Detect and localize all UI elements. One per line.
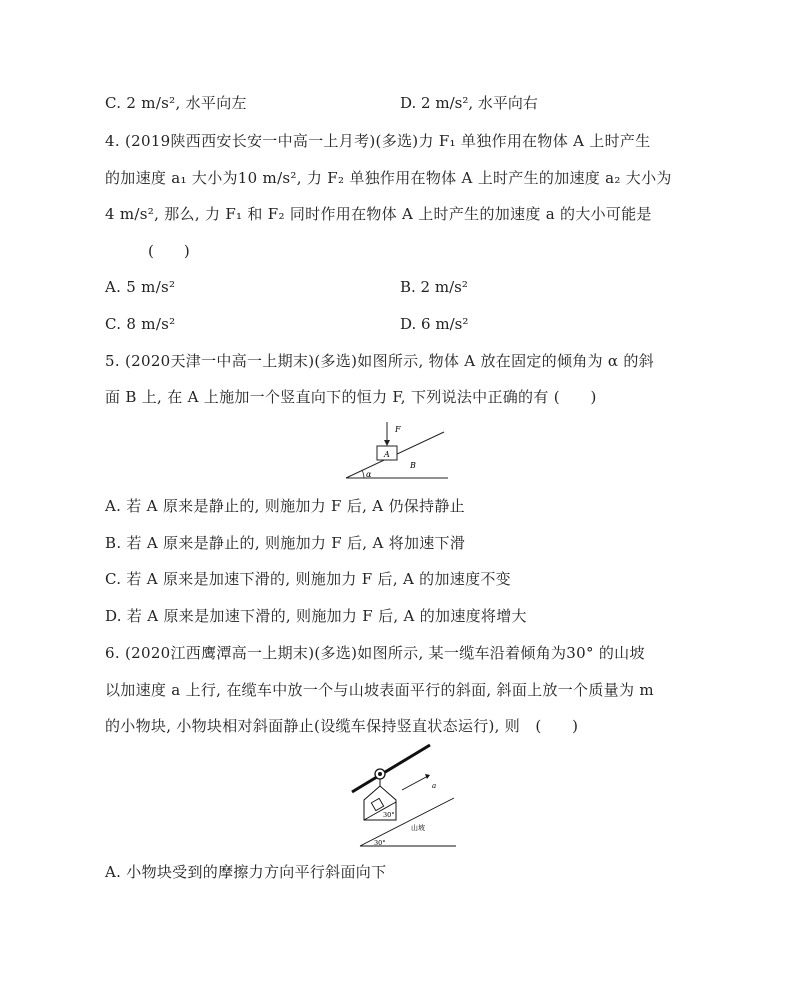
q5-stem-line1: 5. (2020天津一中高一上期末)(多选)如图所示, 物体 A 放在固定的倾角为 α 的斜 — [105, 352, 655, 370]
q6-label-inner-angle: 30° — [383, 811, 395, 819]
q4-option-b: B. 2 m/s² — [400, 278, 468, 296]
q5-option-d: D. 若 A 原来是加速下滑的, 则施加力 F 后, A 的加速度将增大 — [105, 607, 527, 625]
q5-label-a: A — [384, 450, 390, 459]
q3-option-c: C. 2 m/s², 水平向左 — [105, 94, 247, 112]
q6-cablecar-figure — [344, 742, 464, 850]
q6-stem-line1: 6. (2020江西鹰潭高一上期末)(多选)如图所示, 某一缆车沿着倾角为30° 的山坡 — [105, 644, 645, 662]
q5-stem-line2: 面 B 上, 在 A 上施加一个竖直向下的恒力 F, 下列说法中正确的有 ( ) — [105, 388, 597, 406]
q6-stem-line2: 以加速度 a 上行, 在缆车中放一个与山坡表面平行的斜面, 斜面上放一个质量为 m — [105, 681, 654, 699]
q4-stem-line1: 4. (2019陕西西安长安一中高一上月考)(多选)力 F₁ 单独作用在物体 A 上时产生 — [105, 132, 651, 150]
q5-option-b: B. 若 A 原来是静止的, 则施加力 F 后, A 将加速下滑 — [105, 534, 466, 552]
q3-option-d: D. 2 m/s², 水平向右 — [400, 94, 538, 112]
q6-option-a: A. 小物块受到的摩擦力方向平行斜面向下 — [105, 863, 387, 881]
q4-option-a: A. 5 m/s² — [105, 278, 176, 296]
q4-stem-line3: 4 m/s², 那么, 力 F₁ 和 F₂ 同时作用在物体 A 上时产生的加速度 a 的大小可能是 — [105, 205, 652, 223]
q5-option-a: A. 若 A 原来是静止的, 则施加力 F 后, A 仍保持静止 — [105, 497, 465, 515]
q5-label-f: F — [395, 425, 401, 434]
q4-answer-blank: ( ) — [148, 242, 190, 260]
q4-stem-line2: 的加速度 a₁ 大小为10 m/s², 力 F₂ 单独作用在物体 A 上时产生的加速度 a₂ 大小为 — [105, 169, 672, 187]
q5-incline-figure — [340, 418, 455, 486]
q4-option-c: C. 8 m/s² — [105, 315, 176, 333]
q5-option-c: C. 若 A 原来是加速下滑的, 则施加力 F 后, A 的加速度不变 — [105, 570, 511, 588]
q6-label-ground-angle: 30° — [374, 839, 386, 847]
q6-label-slope: 山坡 — [411, 824, 425, 832]
q5-label-b: B — [410, 461, 416, 470]
q6-label-a: a — [432, 782, 437, 790]
q5-label-alpha: α — [366, 470, 372, 479]
q6-stem-line3: 的小物块, 小物块相对斜面静止(设缆车保持竖直状态运行), 则 ( ) — [105, 717, 579, 735]
q4-option-d: D. 6 m/s² — [400, 315, 469, 333]
